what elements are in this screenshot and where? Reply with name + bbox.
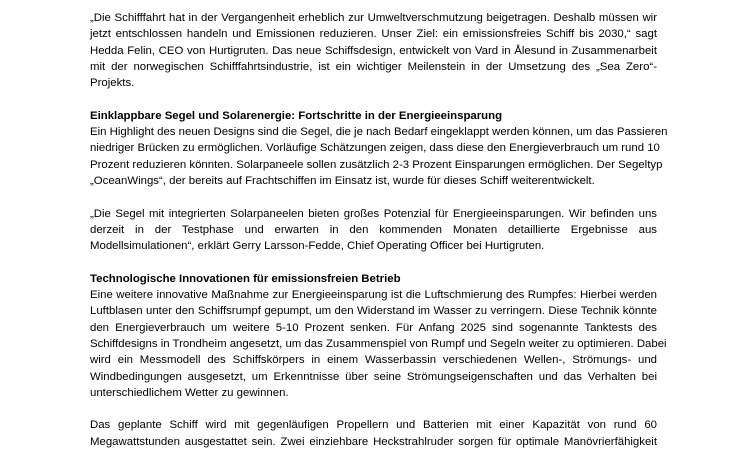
text-line: „Die Segel mit integrierten Solarpaneelen bieten großes Potenzial für Energieeinsparungen. Wir befinden uns [90,207,657,220]
paragraph-sails [90,124,668,189]
text-line: Modellsimulationen“, erklärt Gerry Larsson-Fedde, Chief Operating Officer bei Hurtigruten. [90,240,545,253]
text-line: derzeit in der Testphase und erwarten in den kommenden Monaten detaillierte Ergebnisse aus [90,223,657,236]
paragraph-quote-ceo [90,10,657,91]
text-line: mit der norwegischen Schifffahrtsindustrie, ist ein wichtiger Meilenstein in der Umsetzung des „Sea Zero“- [90,60,657,73]
text-line: den Energieverbrauch um weitere 5-10 Prozent senken. Für Anfang 2025 sind sogenannte Tanktests des [90,321,657,334]
text-line: Hedda Felin, CEO von Hurtigruten. Das neue Schiffsdesign, entwickelt von Vard in Ålesund in Zusammenarbeit [90,44,657,57]
text-line: unterschiedlichem Wetter zu gewinnen. [90,386,289,399]
text-line: Prozent reduzieren könnten. Solarpaneele sollen zusätzlich 2-3 Prozent Einsparungen ermöglichen. Der Segeltyp [90,158,663,171]
document-page [90,10,668,466]
text-line: Luftblasen unter den Schiffsrumpf gepumpt, um den Widerstand im Wasser zu verringern. Diese Technik könnte [90,305,657,318]
text-line: „Die Schifffahrt hat in der Vergangenheit erheblich zur Umweltverschmutzung beigetragen. Deshalb müssen wir [90,12,657,24]
paragraph-quote-coo [90,206,657,255]
paragraph-propellers [90,417,657,450]
text-line: „OceanWings“, der bereits auf Frachtschiffen im Einsatz ist, wurde für dieses Schiff weiterentwickelt. [90,174,595,187]
paragraph-air-lubrication [90,287,667,401]
text-line: jetzt entschlossen handeln und Emissionen reduzieren. Unser Ziel: ein emissionsfreies Schiff bis 2030,“ sagt [90,28,657,41]
text-line: Schiffdesigns in Trondheim angesetzt, um das Zusammenspiel von Rumpf und Segeln weiter zu optimieren. Dabei [90,337,667,350]
section-heading-innovations: Technologische Innovationen für emissionsfreien Betrieb [90,272,401,285]
text-line: Megawattstunden ausgestattet sein. Zwei einziehbare Heckstrahlruder sorgen für optimale Manövrierfähigkeit [90,435,657,448]
text-line: Eine weitere innovative Maßnahme zur Energieeinsparung ist die Luftschmierung des Rumpfes: Hierbei werden [90,289,657,302]
section-heading-sails: Einklappbare Segel und Solarenergie: Fortschritte in der Energieeinsparung [90,109,503,122]
text-line: Projekts. [90,77,135,90]
text-line: wird ein Messmodell des Schiffskörpers in einem Wasserbassin verschiedenen Wellen-, Strömungs- und [90,354,657,367]
text-line: niedriger Brücken zu ermöglichen. Vorläufige Schätzungen zeigen, dass diese den Energieverbrauch um rund 10 [90,142,660,155]
text-line: Windbedingungen ausgesetzt, um Erkenntnisse über seine Strömungseigenschaften und das Verhalten bei [90,370,657,383]
text-line: Das geplante Schiff wird mit gegenläufigen Propellern und Batterien mit einer Kapazität von rund 60 [90,419,657,432]
text-line: Ein Highlight des neuen Designs sind die Segel, die je nach Bedarf eingeklappt werden können, um das Passieren [90,126,668,139]
